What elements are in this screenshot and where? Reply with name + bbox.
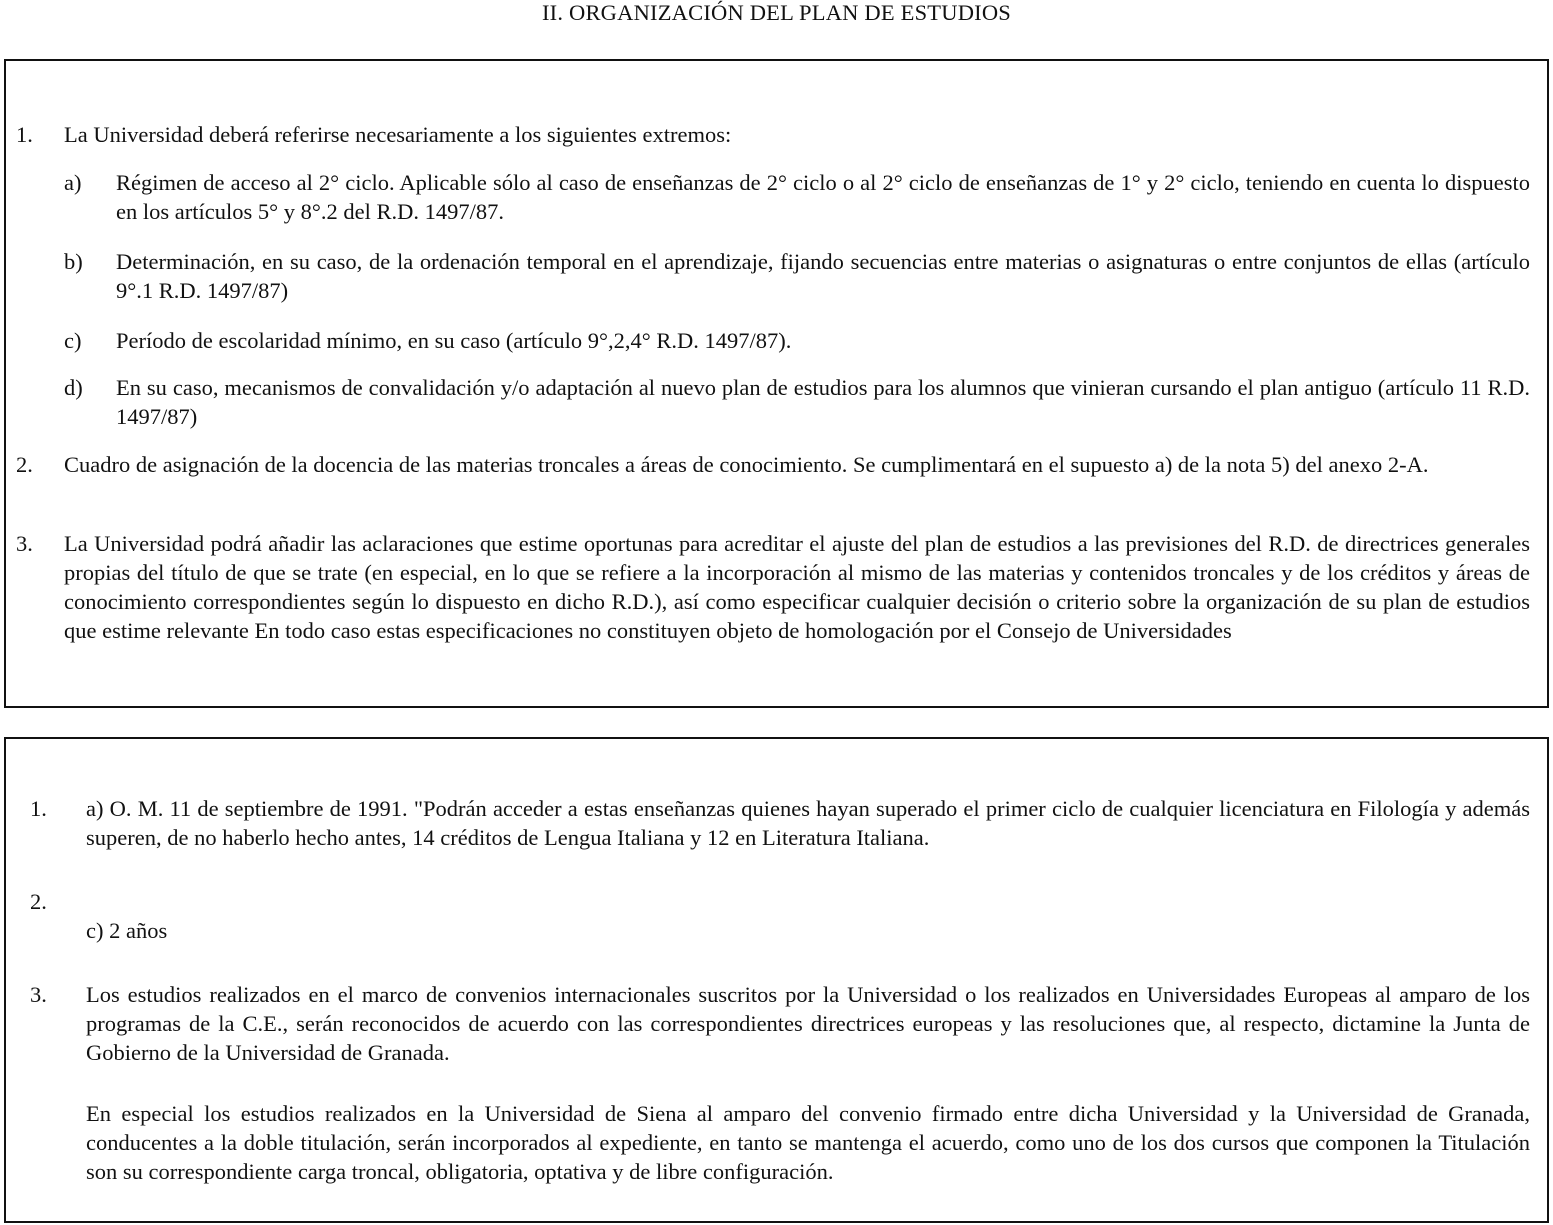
answer-3-paragraph-2: En especial los estudios realizados en la Universidad de Siena al amparo del convenio firmado entre dicha Universidad y la Universidad de Granada, conducentes a la doble titulación, serán incorporados al expediente, en tanto se mantenga el acuerdo, como uno de los dos cursos que componen la Titulación son su correspondiente carga troncal, obligatoria, optativa y de libre configuración. — [86, 1101, 1530, 1184]
instruction-1a-text: Régimen de acceso al 2° ciclo. Aplicable sólo al caso de enseñanzas de 2° ciclo o al 2° ciclo de enseñanzas de 1° y 2° ciclo, teniendo en cuenta lo dispuesto en los artículos 5° y 8°.2 del R.D. 1497/87. — [116, 170, 1530, 224]
instruction-1d-letter: d) — [64, 375, 83, 400]
answer-2-text: c) 2 años — [86, 918, 168, 943]
instruction-3-text: La Universidad podrá añadir las aclaraciones que estime oportunas para acreditar el ajuste del plan de estudios a las previsiones del R.D. de directrices generales propias del título de que se trate (en especial, en lo que se refiere a la incorporación al mismo de las materias y contenidos troncales y de los créditos y áreas de conocimiento correspondientes según lo dispuesto en dicho R.D.), así como especificar cualquier decisión o criterio sobre la organización de su plan de estudios que estime relevante En todo caso estas especificaciones no constituyen objeto de homologación por el Consejo de Universidades — [64, 531, 1530, 643]
answer-1-number: 1. — [30, 796, 47, 821]
instruction-1c-text: Período de escolaridad mínimo, en su caso (artículo 9°,2,4° R.D. 1497/87). — [116, 328, 792, 353]
instructions-box — [4, 59, 1549, 708]
instruction-1d-text: En su caso, mecanismos de convalidación y/o adaptación al nuevo plan de estudios para los alumnos que vinieran cursando el plan antiguo (artículo 11 R.D. 1497/87) — [116, 375, 1530, 429]
instruction-3-number: 3. — [16, 531, 33, 556]
instruction-1-text: La Universidad deberá referirse necesariamente a los siguientes extremos: — [64, 122, 732, 147]
instruction-1-number: 1. — [16, 122, 33, 147]
instruction-1c-letter: c) — [64, 328, 82, 353]
instruction-2-text: Cuadro de asignación de la docencia de las materias troncales a áreas de conocimiento. Se cumplimentará en el supuesto a) de la nota 5) del anexo 2-A. — [64, 452, 1429, 477]
instruction-2-number: 2. — [16, 452, 33, 477]
answer-3-paragraph-1: Los estudios realizados en el marco de convenios internacionales suscritos por la Universidad o los realizados en Universidades Europeas al amparo de los programas de la C.E., serán reconocidos de acuerdo con las correspondientes directrices europeas y las resoluciones que, al respecto, dictamine la Junta de Gobierno de la Universidad de Granada. — [86, 982, 1530, 1065]
instruction-1b-text: Determinación, en su caso, de la ordenación temporal en el aprendizaje, fijando secuencias entre materias o asignaturas o entre conjuntos de ellas (artículo 9°.1 R.D. 1497/87) — [116, 249, 1530, 303]
answer-3-number: 3. — [30, 982, 47, 1007]
answer-1-text: a) O. M. 11 de septiembre de 1991. "Podrán acceder a estas enseñanzas quienes hayan superado el primer ciclo de cualquier licenciatura en Filología y además superen, de no haberlo hecho antes, 14 créditos de Lengua Italiana y 12 en Literatura Italiana. — [86, 796, 1530, 850]
answer-2-number: 2. — [30, 889, 47, 914]
instruction-1b-letter: b) — [64, 249, 83, 274]
instruction-1a-letter: a) — [64, 170, 82, 195]
answers-box — [4, 737, 1549, 1223]
page-title: II. ORGANIZACIÓN DEL PLAN DE ESTUDIOS — [541, 0, 1012, 25]
